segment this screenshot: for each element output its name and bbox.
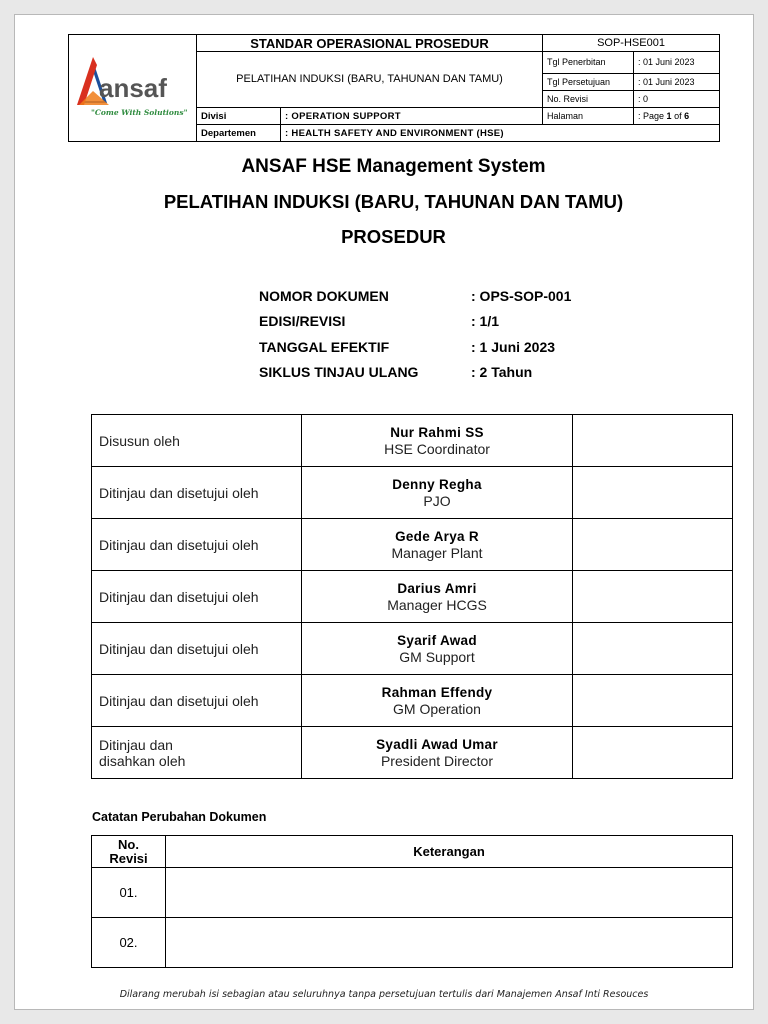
approver-name: Darius Amri [397, 580, 477, 596]
approval-role: Disusun oleh [92, 415, 302, 467]
approver [302, 519, 573, 571]
halaman-prefix: : Page [638, 110, 667, 121]
approval-row [92, 675, 733, 727]
approval-role: Ditinjau dan disahkan oleh [92, 727, 302, 779]
approval-row [92, 519, 733, 571]
departemen-value: : HEALTH SAFETY AND ENVIRONMENT (HSE) [281, 125, 720, 142]
approver [302, 623, 573, 675]
col-keterangan: Keterangan [166, 836, 733, 868]
change-log-row [92, 918, 733, 968]
meta-value: : OPS-SOP-001 [471, 288, 572, 304]
approver-position: President Director [380, 752, 494, 769]
signature-cell [573, 519, 733, 571]
meta-value: : 1 Juni 2023 [471, 339, 556, 355]
change-log-table [91, 835, 733, 968]
sop-number: SOP-HSE001 [543, 35, 720, 52]
approver-name: Denny Regha [392, 476, 482, 492]
procedure-title: PELATIHAN INDUKSI (BARU, TAHUNAN DAN TAMU) [163, 191, 624, 212]
approver-name: Syadli Awad Umar [376, 736, 498, 752]
approver-name: Rahman Effendy [381, 684, 493, 700]
no-revisi-value: : 0 [634, 91, 720, 108]
approval-role: Ditinjau dan disetujui oleh [92, 623, 302, 675]
meta-key: SIKLUS TINJAU ULANG [259, 364, 419, 380]
approval-role: Ditinjau dan disetujui oleh [92, 467, 302, 519]
halaman-value [634, 108, 720, 125]
svg-text:"Come With Solutions": "Come With Solutions" [91, 108, 188, 117]
approval-role: Ditinjau dan disetujui oleh [92, 519, 302, 571]
meta-value: : 1/1 [471, 313, 500, 329]
approval-row [92, 727, 733, 779]
approver [302, 675, 573, 727]
no-revisi-label: No. Revisi [543, 91, 634, 108]
signature-cell [573, 467, 733, 519]
approver-name: Syarif Awad [397, 632, 477, 648]
revision-note [166, 918, 733, 968]
col-no-revisi: No. Revisi [92, 836, 166, 868]
approval-table [91, 414, 733, 779]
approver [302, 571, 573, 623]
halaman-label: Halaman [543, 108, 634, 125]
tgl-penerbitan-label: Tgl Penerbitan [543, 52, 634, 74]
approver-position: GM Operation [393, 700, 481, 717]
page-current: 1 [666, 110, 672, 121]
approver [302, 415, 573, 467]
approver-position: HSE Coordinator [384, 440, 490, 457]
meta-key: EDISI/REVISI [259, 313, 346, 329]
approver-position: PJO [423, 492, 451, 509]
divisi-value: : OPERATION SUPPORT [281, 108, 543, 125]
meta-key: NOMOR DOKUMEN [259, 288, 389, 304]
halaman-of: of [671, 110, 685, 121]
approver-position: Manager Plant [391, 544, 483, 561]
procedure-label: PROSEDUR [341, 226, 446, 247]
change-log-title: Catatan Perubahan Dokumen [92, 810, 267, 824]
svg-text:ansaf: ansaf [99, 73, 167, 103]
company-logo-cell [69, 35, 197, 142]
page-total: 6 [684, 110, 690, 121]
tgl-persetujuan-label: Tgl Persetujuan [543, 74, 634, 91]
std-title: STANDAR OPERASIONAL PROSEDUR [197, 35, 543, 52]
approval-row [92, 571, 733, 623]
departemen-label: Departemen [197, 125, 281, 142]
approver-name: Gede Arya R [395, 528, 479, 544]
approver [302, 467, 573, 519]
tgl-penerbitan-value: : 01 Juni 2023 [634, 52, 720, 74]
approver-position: GM Support [399, 648, 475, 665]
system-title: ANSAF HSE Management System [241, 156, 546, 177]
revision-number: 01. [92, 868, 166, 918]
ansaf-logo [69, 35, 196, 141]
tgl-persetujuan-value: : 01 Juni 2023 [634, 74, 720, 91]
footer-notice: Dilarang merubah isi sebagian atau seluruhnya tanpa persetujuan tertulis dari Manajemen Ansaf Inti Resouces [119, 989, 649, 1000]
change-log-row [92, 868, 733, 918]
change-log-header [92, 836, 733, 868]
signature-cell [573, 415, 733, 467]
approver-position: Manager HCGS [387, 596, 487, 613]
approval-role: Ditinjau dan disetujui oleh [92, 571, 302, 623]
meta-value: : 2 Tahun [471, 364, 533, 380]
sop-header-table [68, 34, 720, 142]
approver [302, 727, 573, 779]
approval-row [92, 415, 733, 467]
signature-cell [573, 675, 733, 727]
approval-row [92, 467, 733, 519]
meta-key: TANGGAL EFEKTIF [259, 339, 390, 355]
approval-row [92, 623, 733, 675]
signature-cell [573, 727, 733, 779]
signature-cell [573, 623, 733, 675]
ansaf-logo-icon [69, 35, 196, 141]
signature-cell [573, 571, 733, 623]
approver-name: Nur Rahmi SS [390, 424, 484, 440]
doc-title: PELATIHAN INDUKSI (BARU, TAHUNAN DAN TAMU) [197, 52, 543, 108]
revision-note [166, 868, 733, 918]
divisi-label: Divisi [197, 108, 281, 125]
approval-role: Ditinjau dan disetujui oleh [92, 675, 302, 727]
revision-number: 02. [92, 918, 166, 968]
